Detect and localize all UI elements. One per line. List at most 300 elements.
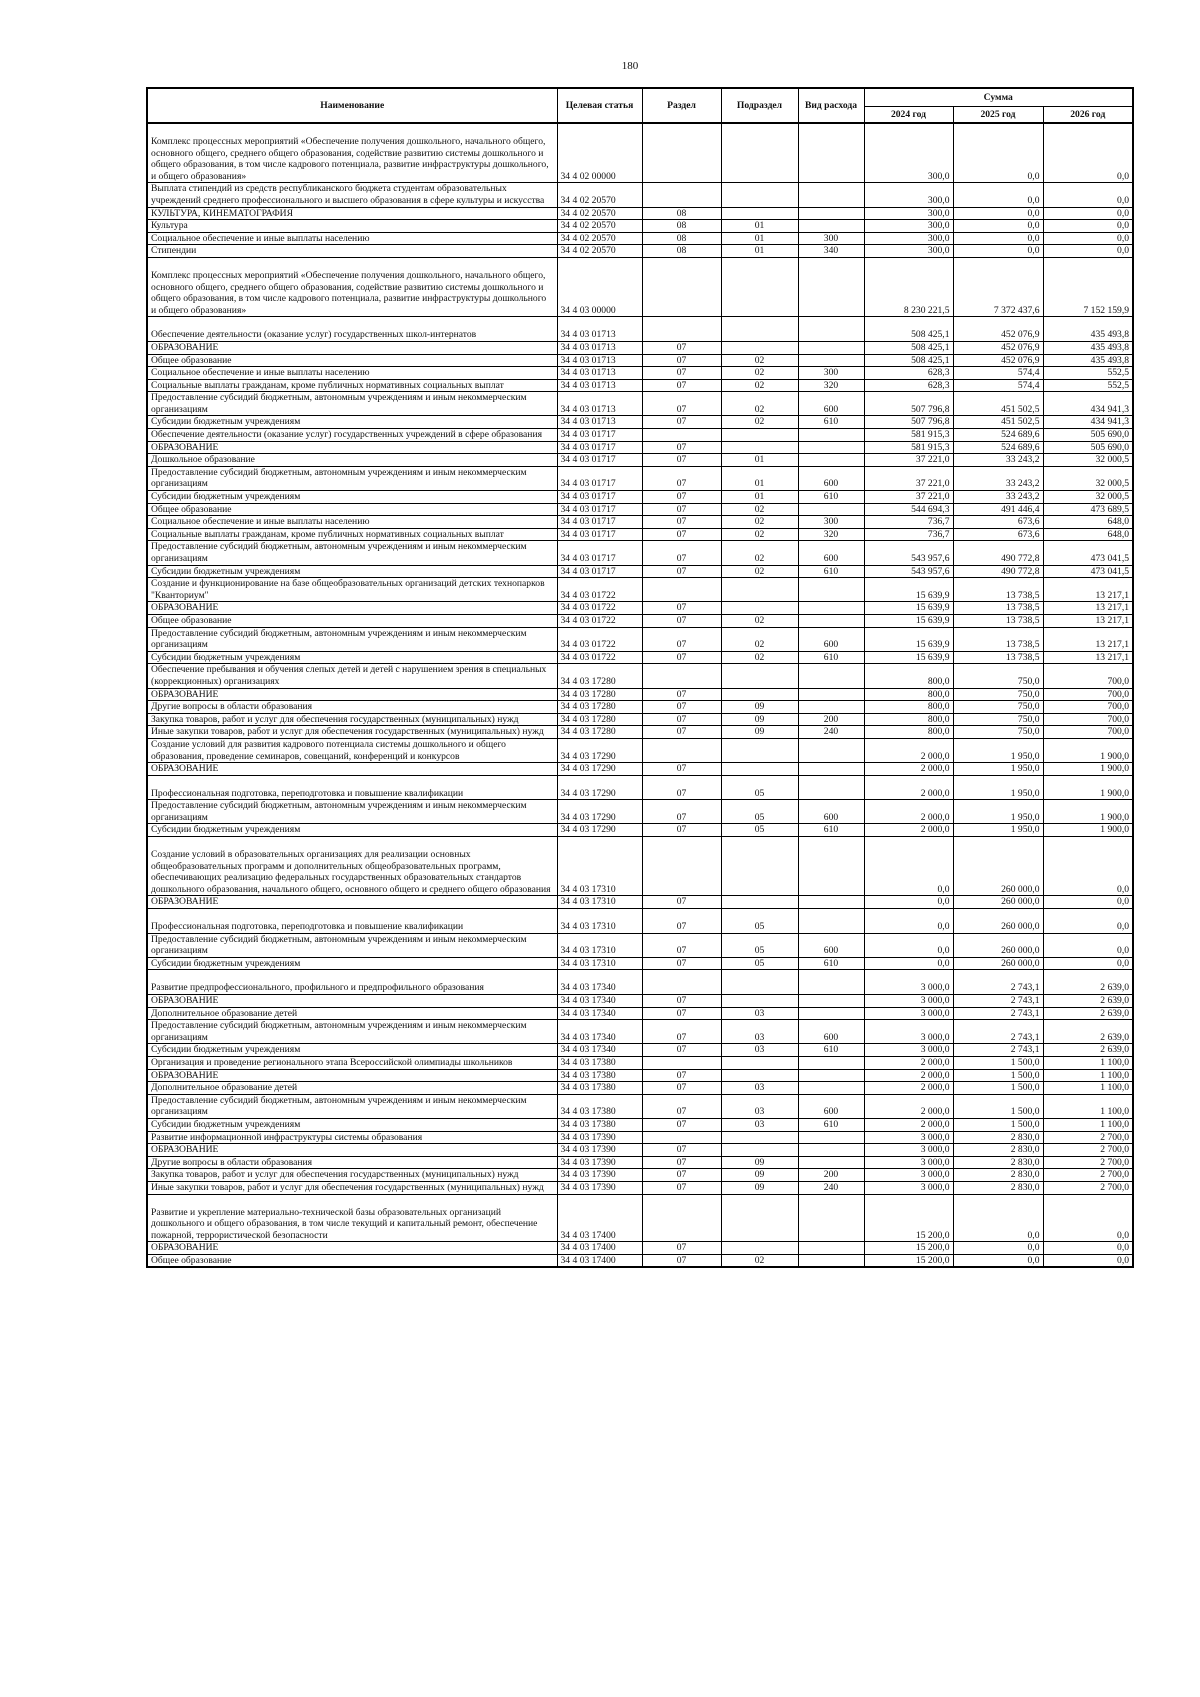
- table-row: [147, 1094, 1133, 1118]
- table-row: [147, 602, 1133, 615]
- row-name: Другие вопросы в области образования: [147, 1156, 557, 1169]
- row-sum-2025: 574,4: [953, 367, 1043, 380]
- row-target-article: 34 4 03 01717: [557, 541, 642, 565]
- row-section: 07: [642, 1156, 721, 1169]
- row-sum-2025: 13 738,5: [953, 651, 1043, 664]
- row-name: Создание условий для развития кадрового потенциала системы дошкольного и общего образования, проведение семинаров, совещаний, конференций и конкурсов: [147, 738, 557, 762]
- row-section: 07: [642, 341, 721, 354]
- row-expense-type: [798, 738, 864, 762]
- row-section: 07: [642, 726, 721, 739]
- row-section: 07: [642, 995, 721, 1008]
- row-section: 07: [642, 379, 721, 392]
- row-sum-2025: 260 000,0: [953, 896, 1043, 909]
- row-sum-2024: 543 957,6: [864, 541, 953, 565]
- table-row: [147, 933, 1133, 957]
- row-target-article: 34 4 03 00000: [557, 257, 642, 316]
- row-section: [642, 317, 721, 342]
- row-target-article: 34 4 03 17280: [557, 688, 642, 701]
- row-subsection: 05: [721, 957, 798, 970]
- row-sum-2024: 0,0: [864, 933, 953, 957]
- row-sum-2025: 13 738,5: [953, 614, 1043, 627]
- row-name: Социальное обеспечение и иные выплаты населению: [147, 232, 557, 245]
- row-expense-type: [798, 341, 864, 354]
- row-expense-type: [798, 775, 864, 800]
- row-subsection: 03: [721, 1007, 798, 1020]
- row-expense-type: [798, 441, 864, 454]
- row-sum-2025: 524 689,6: [953, 429, 1043, 442]
- row-sum-2024: 3 000,0: [864, 1007, 953, 1020]
- row-target-article: 34 4 03 01717: [557, 565, 642, 578]
- row-target-article: 34 4 02 00000: [557, 123, 642, 183]
- row-expense-type: 600: [798, 1094, 864, 1118]
- row-section: 07: [642, 1242, 721, 1255]
- row-expense-type: [798, 995, 864, 1008]
- row-target-article: 34 4 03 17310: [557, 909, 642, 934]
- row-subsection: [721, 896, 798, 909]
- table-row: [147, 503, 1133, 516]
- table-row: [147, 367, 1133, 380]
- table-row: [147, 664, 1133, 688]
- table-row: [147, 726, 1133, 739]
- row-target-article: 34 4 03 17280: [557, 664, 642, 688]
- table-row: [147, 1242, 1133, 1255]
- row-sum-2026: 648,0: [1043, 528, 1133, 541]
- row-expense-type: [798, 1242, 864, 1255]
- row-name: ОБРАЗОВАНИЕ: [147, 1069, 557, 1082]
- row-sum-2024: 628,3: [864, 379, 953, 392]
- row-name: Субсидии бюджетным учреждениям: [147, 416, 557, 429]
- table-row: [147, 541, 1133, 565]
- row-target-article: 34 4 03 17380: [557, 1118, 642, 1131]
- row-sum-2025: 2 830,0: [953, 1144, 1043, 1157]
- header-year-2024: 2024 год: [864, 107, 953, 124]
- row-sum-2026: 7 152 159,9: [1043, 257, 1133, 316]
- row-subsection: 01: [721, 491, 798, 504]
- row-section: 07: [642, 441, 721, 454]
- row-target-article: 34 4 03 01717: [557, 429, 642, 442]
- row-target-article: 34 4 03 17280: [557, 701, 642, 714]
- row-subsection: 02: [721, 503, 798, 516]
- row-sum-2026: 505 690,0: [1043, 429, 1133, 442]
- row-expense-type: [798, 763, 864, 776]
- row-subsection: [721, 441, 798, 454]
- row-sum-2025: 33 243,2: [953, 491, 1043, 504]
- row-name: ОБРАЗОВАНИЕ: [147, 602, 557, 615]
- row-sum-2024: 15 639,9: [864, 578, 953, 602]
- row-sum-2024: 0,0: [864, 909, 953, 934]
- table-row: [147, 317, 1133, 342]
- row-subsection: 02: [721, 1254, 798, 1267]
- row-subsection: [721, 1144, 798, 1157]
- row-name: Закупка товаров, работ и услуг для обеспечения государственных (муниципальных) нужд: [147, 713, 557, 726]
- row-sum-2026: 505 690,0: [1043, 441, 1133, 454]
- row-target-article: 34 4 03 17290: [557, 824, 642, 837]
- row-name: Предоставление субсидий бюджетным, автономным учреждениям и иным некоммерческим организациям: [147, 1094, 557, 1118]
- row-name: Иные закупки товаров, работ и услуг для обеспечения государственных (муниципальных) нужд: [147, 726, 557, 739]
- table-row: [147, 516, 1133, 529]
- row-target-article: 34 4 03 01713: [557, 392, 642, 416]
- row-name: Субсидии бюджетным учреждениям: [147, 491, 557, 504]
- row-sum-2024: 2 000,0: [864, 824, 953, 837]
- row-subsection: [721, 429, 798, 442]
- row-name: Дополнительное образование детей: [147, 1082, 557, 1095]
- row-sum-2026: 1 900,0: [1043, 763, 1133, 776]
- row-subsection: 02: [721, 416, 798, 429]
- row-sum-2026: 0,0: [1043, 933, 1133, 957]
- row-subsection: [721, 1069, 798, 1082]
- row-sum-2024: 15 639,9: [864, 614, 953, 627]
- row-section: 07: [642, 503, 721, 516]
- row-sum-2026: 2 700,0: [1043, 1156, 1133, 1169]
- row-expense-type: [798, 614, 864, 627]
- table-row: [147, 688, 1133, 701]
- row-section: 07: [642, 1082, 721, 1095]
- row-sum-2024: 15 200,0: [864, 1254, 953, 1267]
- row-sum-2025: 451 502,5: [953, 392, 1043, 416]
- table-row: [147, 614, 1133, 627]
- row-sum-2024: 507 796,8: [864, 416, 953, 429]
- row-subsection: [721, 1194, 798, 1242]
- row-sum-2026: 552,5: [1043, 379, 1133, 392]
- row-sum-2025: 33 243,2: [953, 466, 1043, 490]
- table-row: [147, 1181, 1133, 1194]
- row-section: [642, 123, 721, 183]
- row-sum-2026: 435 493,8: [1043, 341, 1133, 354]
- row-name: Субсидии бюджетным учреждениям: [147, 1118, 557, 1131]
- row-sum-2026: 13 217,1: [1043, 651, 1133, 664]
- row-sum-2025: 750,0: [953, 726, 1043, 739]
- row-expense-type: [798, 183, 864, 207]
- row-target-article: 34 4 03 01722: [557, 651, 642, 664]
- row-sum-2026: 648,0: [1043, 516, 1133, 529]
- row-sum-2026: 0,0: [1043, 1194, 1133, 1242]
- row-sum-2025: 750,0: [953, 688, 1043, 701]
- row-sum-2026: 435 493,8: [1043, 354, 1133, 367]
- row-name: Предоставление субсидий бюджетным, автономным учреждениям и иным некоммерческим организациям: [147, 933, 557, 957]
- row-subsection: 03: [721, 1082, 798, 1095]
- table-row: [147, 651, 1133, 664]
- row-sum-2024: 508 425,1: [864, 341, 953, 354]
- row-target-article: 34 4 03 01717: [557, 441, 642, 454]
- row-sum-2026: 435 493,8: [1043, 317, 1133, 342]
- row-sum-2024: 800,0: [864, 726, 953, 739]
- row-expense-type: [798, 688, 864, 701]
- row-sum-2024: 2 000,0: [864, 800, 953, 824]
- row-section: 07: [642, 933, 721, 957]
- table-row: [147, 970, 1133, 995]
- budget-table: [146, 87, 1134, 1268]
- row-section: 07: [642, 565, 721, 578]
- row-sum-2025: 574,4: [953, 379, 1043, 392]
- row-target-article: 34 4 02 20570: [557, 207, 642, 220]
- row-name: Предоставление субсидий бюджетным, автономным учреждениям и иным некоммерческим организациям: [147, 627, 557, 651]
- row-subsection: [721, 664, 798, 688]
- row-sum-2025: 452 076,9: [953, 317, 1043, 342]
- row-subsection: 02: [721, 651, 798, 664]
- table-row: [147, 896, 1133, 909]
- row-expense-type: 600: [798, 392, 864, 416]
- row-sum-2025: 750,0: [953, 701, 1043, 714]
- row-expense-type: [798, 970, 864, 995]
- row-subsection: 01: [721, 220, 798, 233]
- row-sum-2025: 13 738,5: [953, 627, 1043, 651]
- table-row: [147, 909, 1133, 934]
- row-section: 07: [642, 688, 721, 701]
- row-subsection: [721, 738, 798, 762]
- row-expense-type: [798, 454, 864, 467]
- row-target-article: 34 4 03 17310: [557, 933, 642, 957]
- row-name: Социальное обеспечение и иные выплаты населению: [147, 516, 557, 529]
- row-target-article: 34 4 03 17290: [557, 738, 642, 762]
- table-row: [147, 763, 1133, 776]
- row-target-article: 34 4 02 20570: [557, 232, 642, 245]
- table-row: [147, 627, 1133, 651]
- row-sum-2026: 32 000,5: [1043, 454, 1133, 467]
- row-subsection: 01: [721, 245, 798, 258]
- header-name: Наименование: [147, 88, 557, 123]
- row-section: 07: [642, 775, 721, 800]
- row-section: 07: [642, 466, 721, 490]
- row-sum-2026: 1 900,0: [1043, 824, 1133, 837]
- row-subsection: 03: [721, 1044, 798, 1057]
- row-target-article: 34 4 03 17380: [557, 1094, 642, 1118]
- row-name: Стипендии: [147, 245, 557, 258]
- row-expense-type: 300: [798, 516, 864, 529]
- row-expense-type: [798, 220, 864, 233]
- row-sum-2024: 2 000,0: [864, 763, 953, 776]
- row-expense-type: 340: [798, 245, 864, 258]
- row-target-article: 34 4 03 01713: [557, 341, 642, 354]
- table-row: [147, 837, 1133, 896]
- row-expense-type: 240: [798, 726, 864, 739]
- row-sum-2024: 581 915,3: [864, 441, 953, 454]
- row-target-article: 34 4 02 20570: [557, 183, 642, 207]
- row-sum-2024: 37 221,0: [864, 491, 953, 504]
- row-sum-2024: 3 000,0: [864, 1020, 953, 1044]
- row-section: [642, 1056, 721, 1069]
- row-subsection: 05: [721, 909, 798, 934]
- table-row: [147, 1169, 1133, 1182]
- row-target-article: 34 4 03 17390: [557, 1144, 642, 1157]
- row-name: Закупка товаров, работ и услуг для обеспечения государственных (муниципальных) нужд: [147, 1169, 557, 1182]
- row-target-article: 34 4 03 17340: [557, 1007, 642, 1020]
- row-expense-type: [798, 1082, 864, 1095]
- row-section: 07: [642, 1169, 721, 1182]
- row-sum-2026: 473 041,5: [1043, 541, 1133, 565]
- row-sum-2026: 1 900,0: [1043, 800, 1133, 824]
- row-subsection: 02: [721, 541, 798, 565]
- row-sum-2024: 300,0: [864, 232, 953, 245]
- row-sum-2024: 0,0: [864, 896, 953, 909]
- row-target-article: 34 4 03 01717: [557, 516, 642, 529]
- row-section: [642, 578, 721, 602]
- row-sum-2024: 15 200,0: [864, 1194, 953, 1242]
- row-sum-2025: 2 743,1: [953, 995, 1043, 1008]
- row-target-article: 34 4 03 17340: [557, 995, 642, 1008]
- row-section: 07: [642, 627, 721, 651]
- table-row: [147, 379, 1133, 392]
- row-sum-2025: 2 830,0: [953, 1169, 1043, 1182]
- row-section: 07: [642, 800, 721, 824]
- row-expense-type: 600: [798, 800, 864, 824]
- row-subsection: 02: [721, 367, 798, 380]
- row-sum-2025: 1 950,0: [953, 763, 1043, 776]
- row-sum-2026: 700,0: [1043, 713, 1133, 726]
- row-sum-2024: 37 221,0: [864, 454, 953, 467]
- row-sum-2026: 1 100,0: [1043, 1082, 1133, 1095]
- row-sum-2024: 543 957,6: [864, 565, 953, 578]
- row-target-article: 34 4 03 01713: [557, 379, 642, 392]
- row-name: Развитие информационной инфраструктуры системы образования: [147, 1131, 557, 1144]
- row-target-article: 34 4 03 17340: [557, 970, 642, 995]
- row-subsection: [721, 317, 798, 342]
- row-subsection: [721, 970, 798, 995]
- row-sum-2024: 628,3: [864, 367, 953, 380]
- row-sum-2025: 33 243,2: [953, 454, 1043, 467]
- row-section: [642, 257, 721, 316]
- row-sum-2024: 2 000,0: [864, 775, 953, 800]
- row-sum-2025: 2 830,0: [953, 1131, 1043, 1144]
- row-expense-type: 610: [798, 651, 864, 664]
- row-subsection: 09: [721, 713, 798, 726]
- row-target-article: 34 4 03 01717: [557, 466, 642, 490]
- row-name: Субсидии бюджетным учреждениям: [147, 565, 557, 578]
- row-sum-2026: 13 217,1: [1043, 614, 1133, 627]
- row-sum-2025: 13 738,5: [953, 578, 1043, 602]
- row-sum-2024: 2 000,0: [864, 1118, 953, 1131]
- table-row: [147, 1254, 1133, 1267]
- table-row: [147, 1194, 1133, 1242]
- row-subsection: 09: [721, 1156, 798, 1169]
- row-sum-2024: 800,0: [864, 713, 953, 726]
- row-sum-2025: 0,0: [953, 183, 1043, 207]
- row-expense-type: [798, 354, 864, 367]
- row-sum-2026: 13 217,1: [1043, 627, 1133, 651]
- row-section: [642, 837, 721, 896]
- row-sum-2024: 3 000,0: [864, 1144, 953, 1157]
- table-row: [147, 1082, 1133, 1095]
- row-sum-2025: 1 500,0: [953, 1118, 1043, 1131]
- row-subsection: 01: [721, 466, 798, 490]
- row-subsection: [721, 123, 798, 183]
- row-subsection: [721, 1131, 798, 1144]
- row-sum-2025: 1 500,0: [953, 1056, 1043, 1069]
- row-expense-type: [798, 664, 864, 688]
- row-name: Общее образование: [147, 614, 557, 627]
- row-name: ОБРАЗОВАНИЕ: [147, 688, 557, 701]
- row-expense-type: [798, 1156, 864, 1169]
- row-subsection: [721, 183, 798, 207]
- row-target-article: 34 4 03 01722: [557, 614, 642, 627]
- row-subsection: [721, 578, 798, 602]
- row-name: ОБРАЗОВАНИЕ: [147, 1144, 557, 1157]
- row-target-article: 34 4 03 17290: [557, 763, 642, 776]
- table-row: [147, 701, 1133, 714]
- row-sum-2025: 0,0: [953, 123, 1043, 183]
- row-name: Субсидии бюджетным учреждениям: [147, 1044, 557, 1057]
- table-row: [147, 232, 1133, 245]
- row-section: 07: [642, 763, 721, 776]
- table-row: [147, 1118, 1133, 1131]
- row-section: [642, 1131, 721, 1144]
- table-row: [147, 354, 1133, 367]
- row-target-article: 34 4 03 17380: [557, 1056, 642, 1069]
- row-expense-type: [798, 1056, 864, 1069]
- row-expense-type: [798, 317, 864, 342]
- row-sum-2025: 491 446,4: [953, 503, 1043, 516]
- row-expense-type: 610: [798, 957, 864, 970]
- table-row: [147, 528, 1133, 541]
- row-name: Культура: [147, 220, 557, 233]
- row-sum-2024: 736,7: [864, 528, 953, 541]
- row-section: 07: [642, 651, 721, 664]
- header-year-2025: 2025 год: [953, 107, 1043, 124]
- row-expense-type: [798, 909, 864, 934]
- row-subsection: 02: [721, 379, 798, 392]
- row-expense-type: 240: [798, 1181, 864, 1194]
- row-expense-type: [798, 1007, 864, 1020]
- row-sum-2025: 1 950,0: [953, 775, 1043, 800]
- row-sum-2025: 750,0: [953, 713, 1043, 726]
- row-name: Дошкольное образование: [147, 454, 557, 467]
- row-sum-2026: 0,0: [1043, 232, 1133, 245]
- row-name: Выплата стипендий из средств республиканского бюджета студентам образовательных учреждений среднего профессионального и высшего образования в сфере культуры и искусства: [147, 183, 557, 207]
- row-sum-2026: 2 639,0: [1043, 1007, 1133, 1020]
- row-target-article: 34 4 03 01722: [557, 602, 642, 615]
- row-target-article: 34 4 03 17400: [557, 1194, 642, 1242]
- row-section: [642, 970, 721, 995]
- row-subsection: 02: [721, 614, 798, 627]
- row-target-article: 34 4 03 01717: [557, 491, 642, 504]
- row-expense-type: [798, 1194, 864, 1242]
- row-section: 07: [642, 602, 721, 615]
- row-sum-2024: 3 000,0: [864, 995, 953, 1008]
- header-year-2026: 2026 год: [1043, 107, 1133, 124]
- row-subsection: 02: [721, 516, 798, 529]
- row-sum-2026: 2 639,0: [1043, 995, 1133, 1008]
- header-subsection: Подраздел: [721, 88, 798, 123]
- row-subsection: 09: [721, 726, 798, 739]
- row-sum-2024: 800,0: [864, 664, 953, 688]
- row-sum-2026: 1 100,0: [1043, 1094, 1133, 1118]
- row-section: 07: [642, 1069, 721, 1082]
- row-section: 07: [642, 454, 721, 467]
- row-sum-2025: 0,0: [953, 1194, 1043, 1242]
- header-expense-type: Вид расхода: [798, 88, 864, 123]
- row-section: 07: [642, 909, 721, 934]
- row-expense-type: [798, 1069, 864, 1082]
- row-subsection: 09: [721, 701, 798, 714]
- row-target-article: 34 4 03 17310: [557, 837, 642, 896]
- row-expense-type: 610: [798, 1118, 864, 1131]
- row-name: Предоставление субсидий бюджетным, автономным учреждениям и иным некоммерческим организациям: [147, 466, 557, 490]
- table-row: [147, 775, 1133, 800]
- row-expense-type: [798, 701, 864, 714]
- row-sum-2024: 508 425,1: [864, 317, 953, 342]
- row-section: [642, 183, 721, 207]
- row-sum-2026: 1 100,0: [1043, 1056, 1133, 1069]
- row-target-article: 34 4 02 20570: [557, 220, 642, 233]
- row-sum-2026: 0,0: [1043, 1242, 1133, 1255]
- row-sum-2026: 552,5: [1043, 367, 1133, 380]
- row-name: КУЛЬТУРА, КИНЕМАТОГРАФИЯ: [147, 207, 557, 220]
- row-target-article: 34 4 03 17380: [557, 1069, 642, 1082]
- row-target-article: 34 4 03 17280: [557, 713, 642, 726]
- row-name: Субсидии бюджетным учреждениям: [147, 957, 557, 970]
- row-sum-2025: 2 743,1: [953, 1044, 1043, 1057]
- row-target-article: 34 4 03 17290: [557, 775, 642, 800]
- row-subsection: 02: [721, 392, 798, 416]
